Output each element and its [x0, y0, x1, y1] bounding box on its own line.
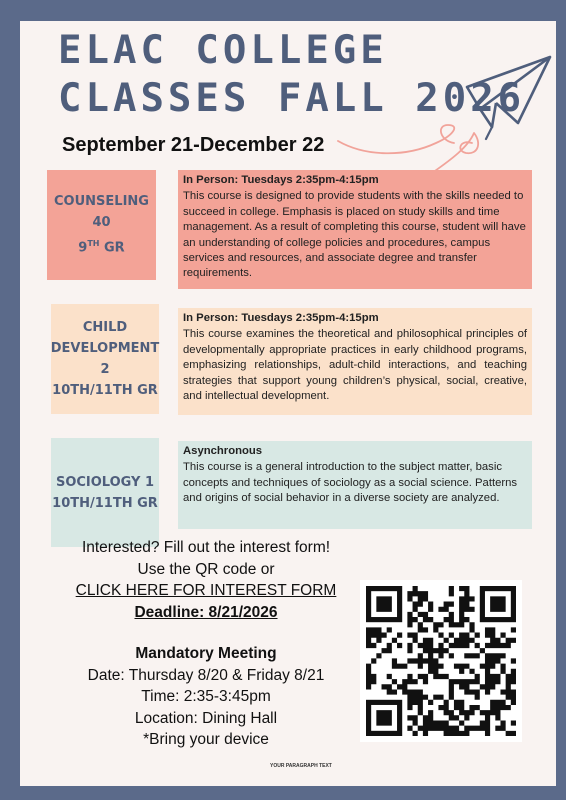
term-dates: September 21-December 22 [62, 134, 325, 156]
meeting-location: Location: Dining Hall [134, 709, 278, 727]
qr-finder [376, 710, 392, 726]
qr-instruction: Use the QR code or [137, 560, 275, 578]
course-details-sociology [178, 441, 532, 529]
course-mode: Asynchronous [183, 445, 263, 457]
course-details-counseling [178, 170, 532, 289]
course-mode: In Person: Tuesdays 2:35pm-4:15pm [183, 174, 379, 186]
course-description: This course is a general introduction to the subject matter, basic concepts and techniques of sociology as a social science. Patterns and origins of social behavior in a diverse society are analyzed. [183, 461, 518, 505]
footer-text: YOUR PARAGRAPH TEXT [270, 763, 332, 769]
course-description: This course is designed to provide students with the skills needed to succeed in college. Emphasis is placed on study skills and time management. As a result of completing this course, student will have an understanding of college policies and procedures, campus services and resources, and associate degree and transfer requirements. [183, 190, 526, 280]
title-line-2: CLASSES FALL 2026 [58, 76, 526, 121]
course-name: COUNSELING 40 [54, 194, 149, 231]
course-mode: In Person: Tuesdays 2:35pm-4:15pm [183, 312, 379, 324]
meeting-note: *Bring your device [143, 731, 269, 748]
course-grade: 10TH/11TH GR [52, 383, 158, 398]
qr-finder [376, 596, 392, 612]
course-label-counseling [47, 170, 156, 280]
meeting-title: Mandatory Meeting [135, 645, 277, 662]
meeting-time: Time: 2:35-3:45pm [141, 688, 271, 705]
course-label-child-development [51, 304, 159, 414]
interest-section [50, 537, 362, 751]
title-line-1: ELAC COLLEGE [58, 28, 388, 73]
course-grade: 9TH GR [78, 239, 125, 256]
course-grade: 10TH/11TH GR [52, 495, 158, 511]
course-name-line-2: DEVELOPMENT 2 [50, 341, 160, 377]
course-name: SOCIOLOGY 1 [55, 474, 155, 490]
course-details-child-development [178, 308, 532, 415]
qr-code-icon[interactable] [360, 580, 522, 742]
interest-form-link[interactable]: CLICK HERE FOR INTEREST FORM [75, 582, 337, 599]
interest-text: Interested? Fill out the interest form! [81, 539, 331, 556]
deadline: Deadline: 8/21/2026 [134, 603, 278, 621]
course-label-sociology [51, 438, 159, 547]
course-name-line-1: CHILD [82, 320, 128, 335]
meeting-date: Date: Thursday 8/20 & Friday 8/21 [87, 666, 325, 684]
swirl-decoration-icon [336, 121, 476, 161]
qr-finder [490, 596, 506, 612]
paper-plane-icon [422, 43, 556, 183]
flyer-sheet [20, 21, 556, 786]
course-description: This course examines the theoretical and philosophical principles of developmentally appropriate practices in early childhood programs, emphasizing relationships, adult-child interactions, and teaching strategies that support young children’s physical, social, creative, and intellectual development. [183, 328, 527, 403]
